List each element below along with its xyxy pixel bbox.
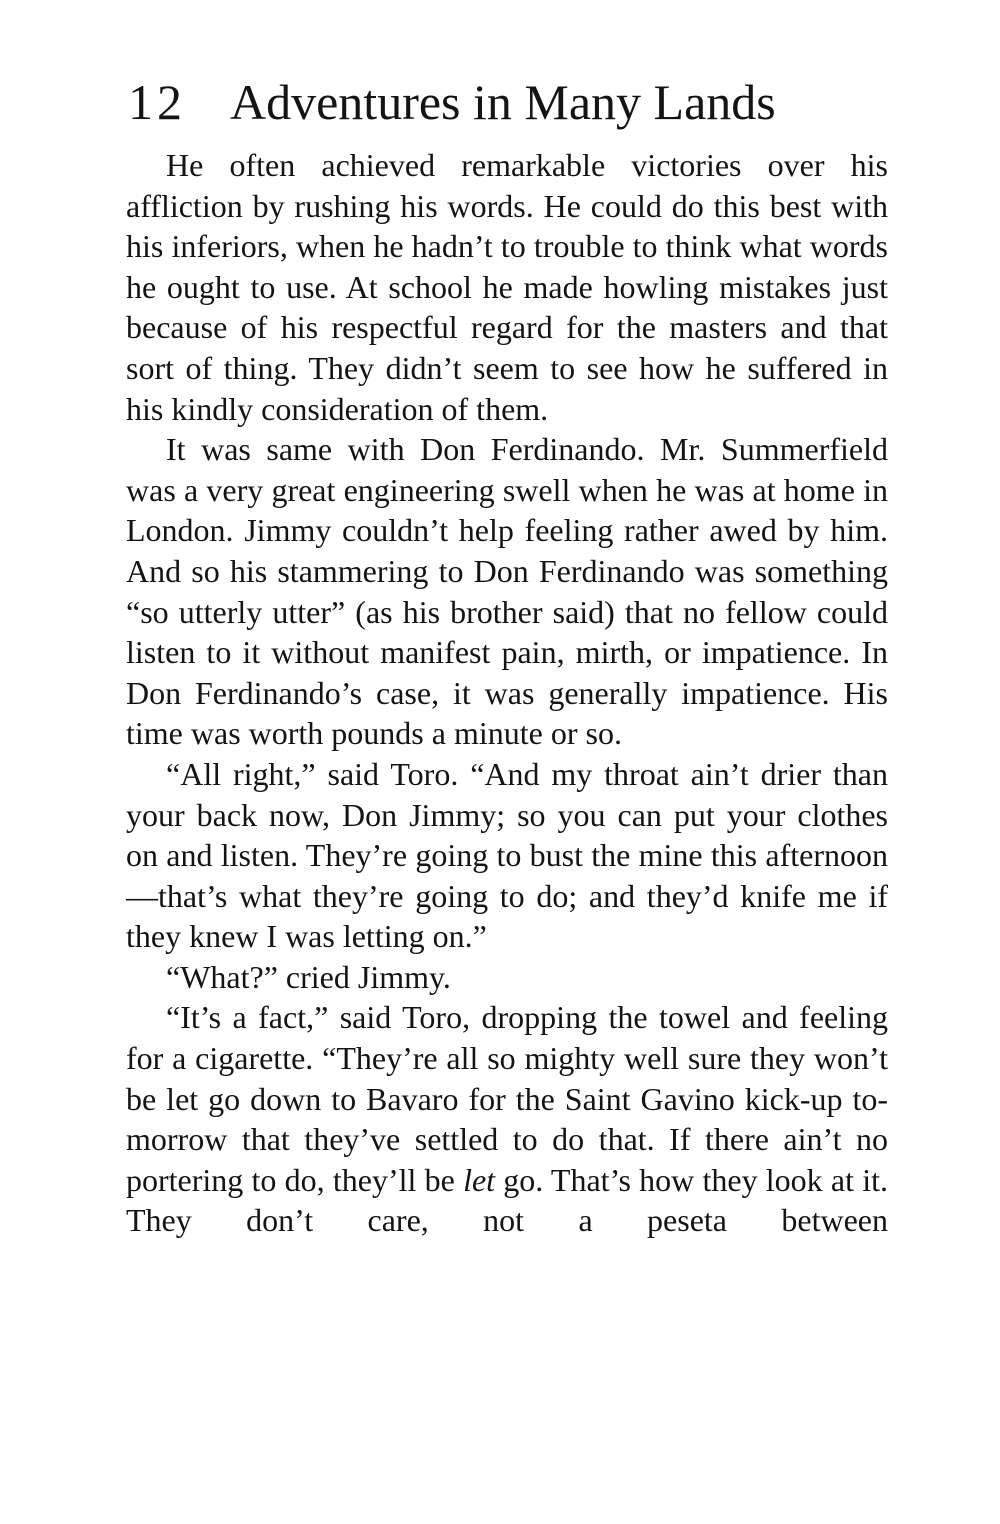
paragraph-5 xyxy=(126,997,888,1241)
body-text xyxy=(126,145,888,1241)
paragraph-5-text-end: go. That’s how they look at it. They don’t care, not a peseta between xyxy=(126,1161,889,1239)
page-number: 12 xyxy=(128,74,186,130)
running-head xyxy=(128,70,858,134)
book-title: Adventures in Many Lands xyxy=(230,74,776,130)
paragraph-3: “All right,” said Toro. “And my throat ain’t drier than your back now, Don Jimmy; so you can put your clothes on and listen. They’re going to bust the mine this afternoon—that’s what they’re going to do; and they’d knife me if they knew I was letting on.” xyxy=(126,755,888,955)
italic-word: let xyxy=(463,1161,496,1198)
paragraph-1: He often achieved remarkable victories over his affliction by rushing his words. He could do this best with his inferiors, when he hadn’t to trouble to think what words he ought to use. At school he made howling mistakes just because of his respectful regard for the masters and that sort of thing. They didn’t seem to see how he suffered in his kindly consideration of them. xyxy=(126,147,888,427)
paragraph-4: “What?” cried Jimmy. xyxy=(166,958,451,995)
paragraph-5-text-start: “It’s a fact,” said Toro, dropping the towel and feeling for a cigarette. “They’re all so mighty well sure they won’t be let go down to Bavaro for the Saint Gavino kick-up to-morrow that they’ve settled to do that. If there ain’t no portering to do, they’ll be xyxy=(126,999,888,1198)
paragraph-2: It was same with Don Ferdinando. Mr. Summerfield was a very great engineering swell when he was at home in London. Jimmy couldn’t help feeling rather awed by him. And so his stammering to Don Ferdinando was something “so utterly utter” (as his brother said) that no fellow could listen to it without manifest pain, mirth, or impatience. In Don Ferdinando’s case, it was generally impatience. His time was worth pounds a minute or so. xyxy=(126,431,888,752)
